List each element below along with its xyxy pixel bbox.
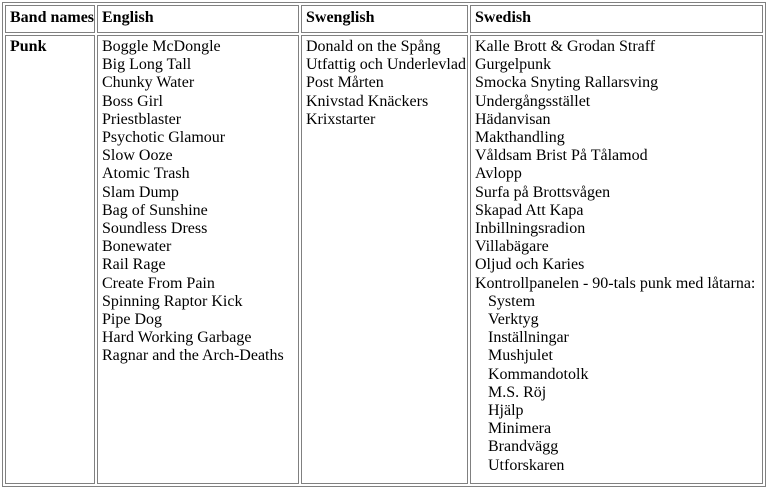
swedish-band-name: Undergångsstället — [475, 92, 591, 110]
english-band-name: Spinning Raptor Kick — [102, 292, 243, 310]
english-band-name: Slow Ooze — [102, 147, 173, 165]
swedish-song-name: Utforskaren — [488, 456, 565, 474]
swenglish-band-name: Post Mårten — [306, 74, 384, 92]
cell-english — [97, 35, 299, 484]
swedish-band-name: Inbillningsradion — [475, 220, 586, 238]
swedish-song-name: Kommandotolk — [488, 365, 589, 383]
english-band-name: Big Long Tall — [102, 56, 192, 74]
swedish-song-name: M.S. Röj — [488, 383, 547, 401]
header-row — [5, 5, 763, 33]
english-band-name: Priestblaster — [102, 110, 182, 128]
swedish-song-name: Mushjulet — [488, 347, 553, 365]
row-header-label: Punk — [10, 38, 47, 55]
english-band-name: Rail Rage — [102, 256, 166, 274]
swenglish-band-name: Utfattig och Underlevlad — [306, 56, 466, 74]
swedish-song-name: Inställningar — [488, 329, 569, 347]
column-header-english: English — [97, 5, 299, 33]
swedish-song-name: Verktyg — [488, 311, 539, 329]
swenglish-band-name: Knivstad Knäckers — [306, 92, 429, 110]
swedish-song-sublist — [475, 293, 758, 475]
swenglish-band-list — [306, 38, 466, 129]
swedish-song-name: Hjälp — [488, 402, 524, 420]
cell-swedish — [470, 35, 763, 484]
english-band-name: Bonewater — [102, 238, 172, 256]
swedish-band-list — [475, 38, 758, 275]
swedish-band-name: Makthandling — [475, 129, 565, 147]
english-band-name: Boggle McDongle — [102, 38, 221, 55]
swedish-song-name: System — [488, 292, 536, 310]
english-band-name: Pipe Dog — [102, 311, 162, 329]
english-band-name: Ragnar and the Arch-Deaths — [102, 347, 284, 365]
band-names-table — [2, 2, 766, 487]
english-band-name: Soundless Dress — [102, 220, 208, 238]
swedish-song-name: Minimera — [488, 420, 552, 438]
swedish-band-name: Gurgelpunk — [475, 56, 552, 74]
english-band-name: Bag of Sunshine — [102, 201, 208, 219]
column-header-swenglish: Swenglish — [301, 5, 468, 33]
swedish-sublist-intro: Kontrollpanelen - 90-tals punk med låtarna: — [475, 274, 756, 292]
english-band-name: Create From Pain — [102, 274, 215, 292]
swedish-band-name: Smocka Snyting Rallarsving — [475, 74, 659, 92]
swenglish-band-name: Krixstarter — [306, 110, 376, 128]
english-band-name: Slam Dump — [102, 183, 179, 201]
swedish-band-name: Hädanvisan — [475, 110, 551, 128]
row-header-punk — [5, 35, 95, 484]
swedish-band-name: Surfa på Brottsvågen — [475, 183, 611, 201]
english-band-name: Boss Girl — [102, 92, 163, 110]
english-band-name: Hard Working Garbage — [102, 329, 252, 347]
table-row-punk — [5, 35, 763, 484]
column-header-swedish: Swedish — [470, 5, 763, 33]
english-band-name: Atomic Trash — [102, 165, 190, 183]
swedish-band-name: Våldsam Brist På Tålamod — [475, 147, 648, 165]
english-band-name: Chunky Water — [102, 74, 195, 92]
english-band-name: Psychotic Glamour — [102, 129, 226, 147]
column-header-band-names: Band names — [5, 5, 95, 33]
swedish-band-name: Kalle Brott & Grodan Straff — [475, 38, 656, 55]
swedish-song-name: Brandvägg — [488, 438, 559, 456]
english-band-list — [102, 38, 294, 366]
swedish-band-name: Skapad Att Kapa — [475, 201, 584, 219]
swenglish-band-name: Donald on the Spång — [306, 38, 441, 55]
swedish-band-name: Villabägare — [475, 238, 549, 256]
swedish-band-name: Avlopp — [475, 165, 522, 183]
swedish-band-name: Oljud och Karies — [475, 256, 585, 274]
cell-swenglish — [301, 35, 468, 484]
